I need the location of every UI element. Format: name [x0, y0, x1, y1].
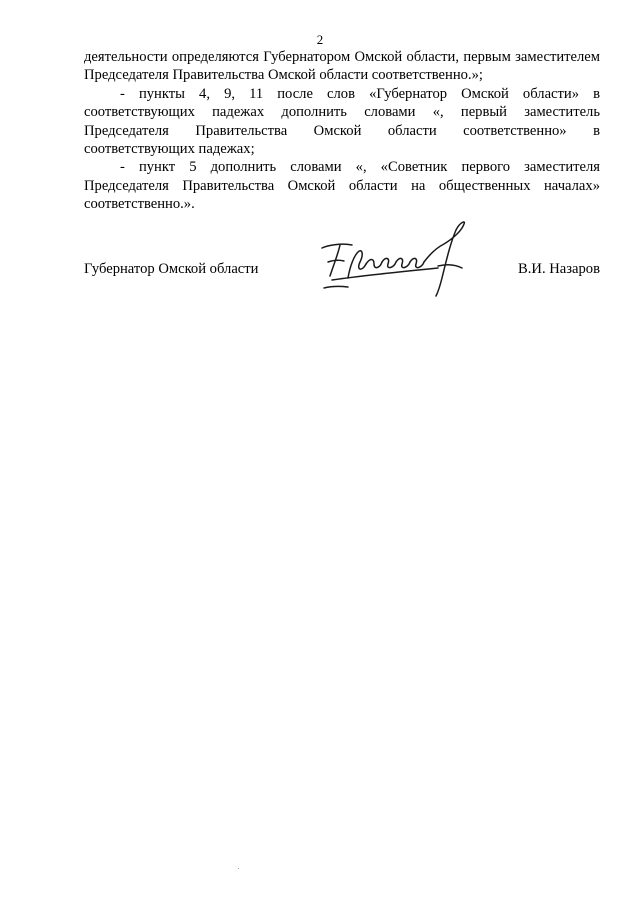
document-body	[84, 48, 600, 214]
signatory-name: В.И. Назаров	[518, 261, 600, 277]
scan-speck	[238, 868, 239, 869]
paragraph-item-point-5: - пункт 5 дополнить словами «, «Советник первого заместителя Председателя Правительства Омской области на общественных началах» соответственно.».	[84, 159, 600, 213]
handwritten-signature	[318, 218, 488, 298]
paragraph-continuation: деятельности определяются Губернатором Омской области, первым заместителем Председателя Правительства Омской области соответственно.»;	[84, 49, 600, 84]
page-number: 2	[316, 32, 324, 47]
paragraph-item-points-4-9-11: - пункты 4, 9, 11 после слов «Губернатор Омской области» в соответствующих падежах дополнить словами «, первый заместитель Председателя Правительства Омской области соответственно» в соответствующих падежах;	[84, 85, 600, 158]
signatory-title: Губернатор Омской области	[84, 261, 259, 277]
